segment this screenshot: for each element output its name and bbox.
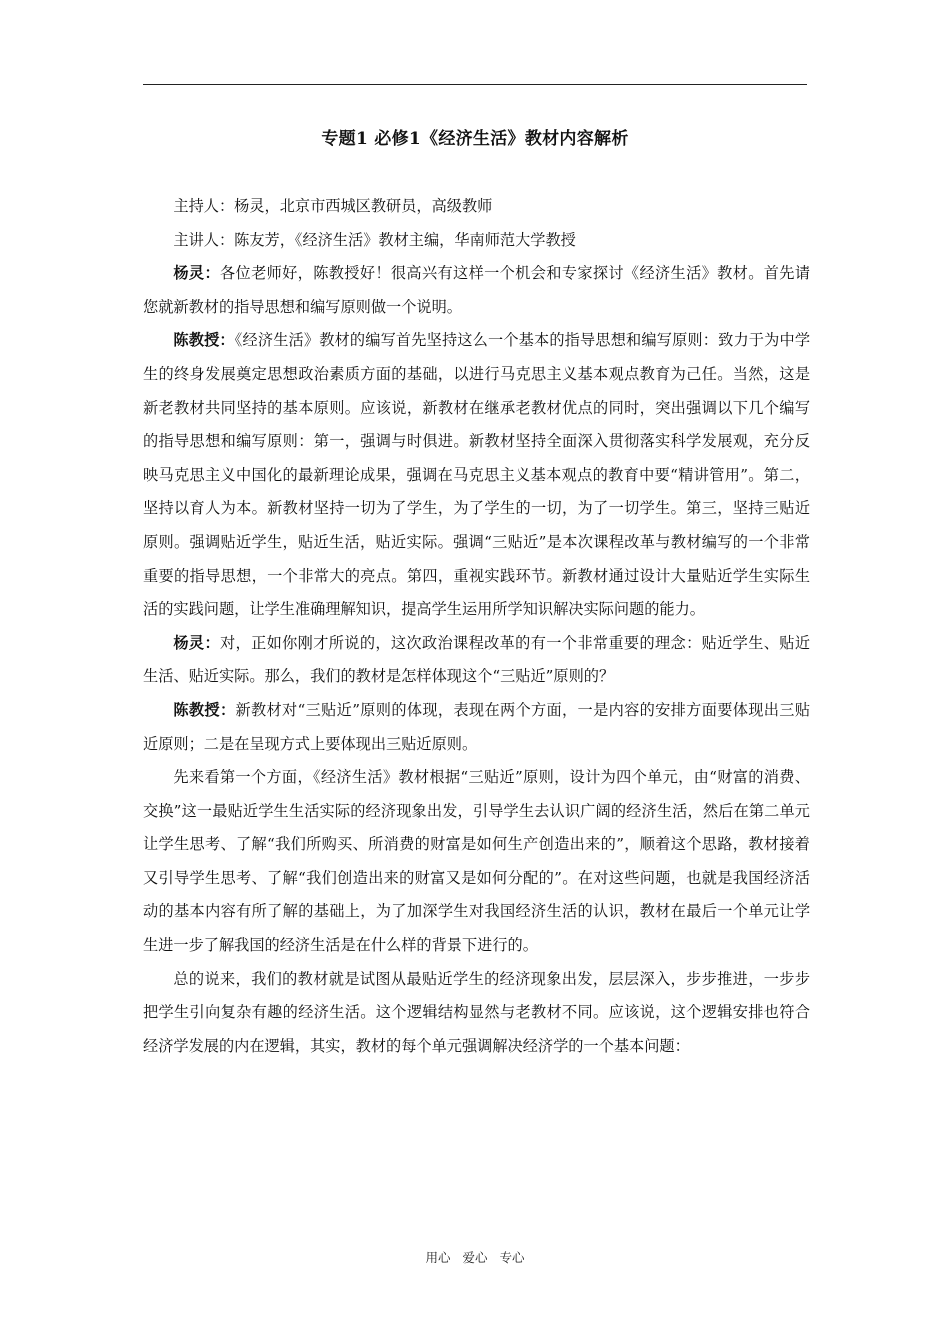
paragraph-text: 《经济生活》教材的编写首先坚持这么一个基本的指导思想和编写原则：致力于为中学生的终身发展奠定思想政治素质方面的基础，以进行马克思主义基本观点教育为己任。当然，这是新老教材共同坚持的基本原则。应该说，新教材在继承老教材优点的同时，突出强调以下几个编写的指导思想和编写原则：第一，强调与时俱进。新教材坚持全面深入贯彻落实科学发展观，充分反映马克思主义中国化的最新理论成果，强调在马克思主义基本观点的教育中要“精讲管用”。第二，坚持以育人为本。新教材坚持一切为了学生，为了学生的一切，为了一切学生。第三，坚持三贴近原则。强调贴近学生，贴近生活，贴近实际。强调“三贴近”是本次课程改革与教材编写的一个非常重要的指导思想，一个非常大的亮点。第四，重视实践环节。新教材通过设计大量贴近学生实际生活的实践问题，让学生准确理解知识，提高学生运用所学知识解决实际问题的能力。 xyxy=(143,331,811,619)
speaker-name: 陈教授： xyxy=(173,700,236,719)
host-line: 主持人：杨灵，北京市西城区教研员，高级教师 xyxy=(173,197,493,215)
paragraph-text: 对，正如你刚才所说的，这次政治课程改革的有一个非常重要的理念：贴近学生、贴近生活、贴近实际。那么，我们的教材是怎样体现这个“三贴近”原则的？ xyxy=(143,633,811,686)
paragraph-text: 新教材对“三贴近”原则的体现，表现在两个方面，一是内容的安排方面要体现出三贴近原则；二是在呈现方式上要体现出三贴近原则。 xyxy=(143,700,811,753)
paragraph-text: 总的说来，我们的教材就是试图从最贴近学生的经济现象出发，层层深入，步步推进，一步步把学生引向复杂有趣的经济生活。这个逻辑结构显然与老教材不同。应该说，这个逻辑安排也符合经济学发展的内在逻辑，其实，教材的每个单元强调解决经济学的一个基本问题： xyxy=(143,969,810,1055)
paragraph xyxy=(143,761,810,963)
speaker-name: 杨灵： xyxy=(173,633,220,652)
document-body xyxy=(143,190,810,1063)
speaker-name: 杨灵： xyxy=(173,264,220,283)
paragraph xyxy=(143,627,810,694)
paragraph xyxy=(143,694,810,761)
paragraph xyxy=(143,324,810,626)
paragraph xyxy=(143,257,810,324)
page-footer: 用心 爱心 专心 xyxy=(425,1250,525,1265)
speaker-name: 陈教授： xyxy=(173,331,235,350)
header-rule xyxy=(143,84,807,85)
paragraph-text: 先来看第一个方面，《经济生活》教材根据“三贴近”原则，设计为四个单元，由“财富的消费、交换”这一最贴近学生生活实际的经济现象出发，引导学生去认识广阔的经济生活，然后在第二单元让学生思考、了解“我们所购买、所消费的财富是如何生产创造出来的”，顺着这个思路，教材接着又引导学生思考、了解“我们创造出来的财富又是如何分配的”。在对这些问题，也就是我国经济活动的基本内容有所了解的基础上，为了加深学生对我国经济生活的认识，教材在最后一个单元让学生进一步了解我国的经济生活是在什么样的背景下进行的。 xyxy=(143,768,810,955)
paragraph-text: 各位老师好，陈教授好！很高兴有这样一个机会和专家探讨《经济生活》教材。首先请您就新教材的指导思想和编写原则做一个说明。 xyxy=(143,264,811,316)
page-title: 专题1 必修1《经济生活》教材内容解析 xyxy=(321,129,629,149)
paragraph xyxy=(143,963,810,1064)
speaker-line: 主讲人：陈友芳，《经济生活》教材主编，华南师范大学教授 xyxy=(173,230,576,249)
